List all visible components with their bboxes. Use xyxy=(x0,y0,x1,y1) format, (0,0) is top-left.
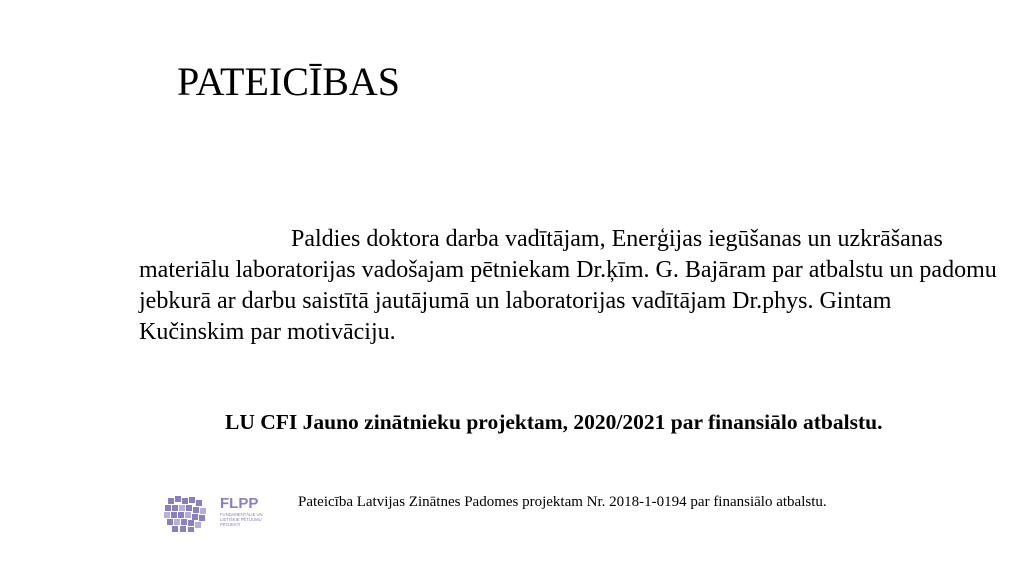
flpp-logo xyxy=(162,492,270,534)
flpp-logo-subtitle-2: LIETIŠĶIE PĒTĪJUMU xyxy=(220,517,262,522)
flpp-logo-subtitle-3: PROJEKTI xyxy=(220,522,241,527)
slide-title: PATEICĪBAS xyxy=(177,59,401,104)
flpp-puzzle-icon xyxy=(164,496,206,532)
acknowledgement-paragraph xyxy=(139,224,999,348)
flpp-funding-note: Pateicība Latvijas Zinātnes Padomes projektam Nr. 2018-1-0194 par finansiālo atbalstu. xyxy=(298,494,827,510)
flpp-logo-name: FLPP xyxy=(220,495,259,512)
funding-statement: LU CFI Jauno zinātnieku projektam, 2020/2021 par finansiālo atbalstu. xyxy=(225,410,883,434)
acknowledgement-text: Paldies doktora darba vadītājam, Enerģijas iegūšanas un uzkrāšanas materiālu laboratorijas vadošajam pētniekam Dr.ķīm. G. Bajāram par atbalstu un padomu jebkurā ar darbu saistītā jautājumā un laboratorijas vadītājam Dr.phys. Gintam Kučinskim par motivāciju. xyxy=(139,226,997,345)
flpp-logo-subtitle-1: FUNDAMENTĀLIE UN xyxy=(220,512,263,517)
